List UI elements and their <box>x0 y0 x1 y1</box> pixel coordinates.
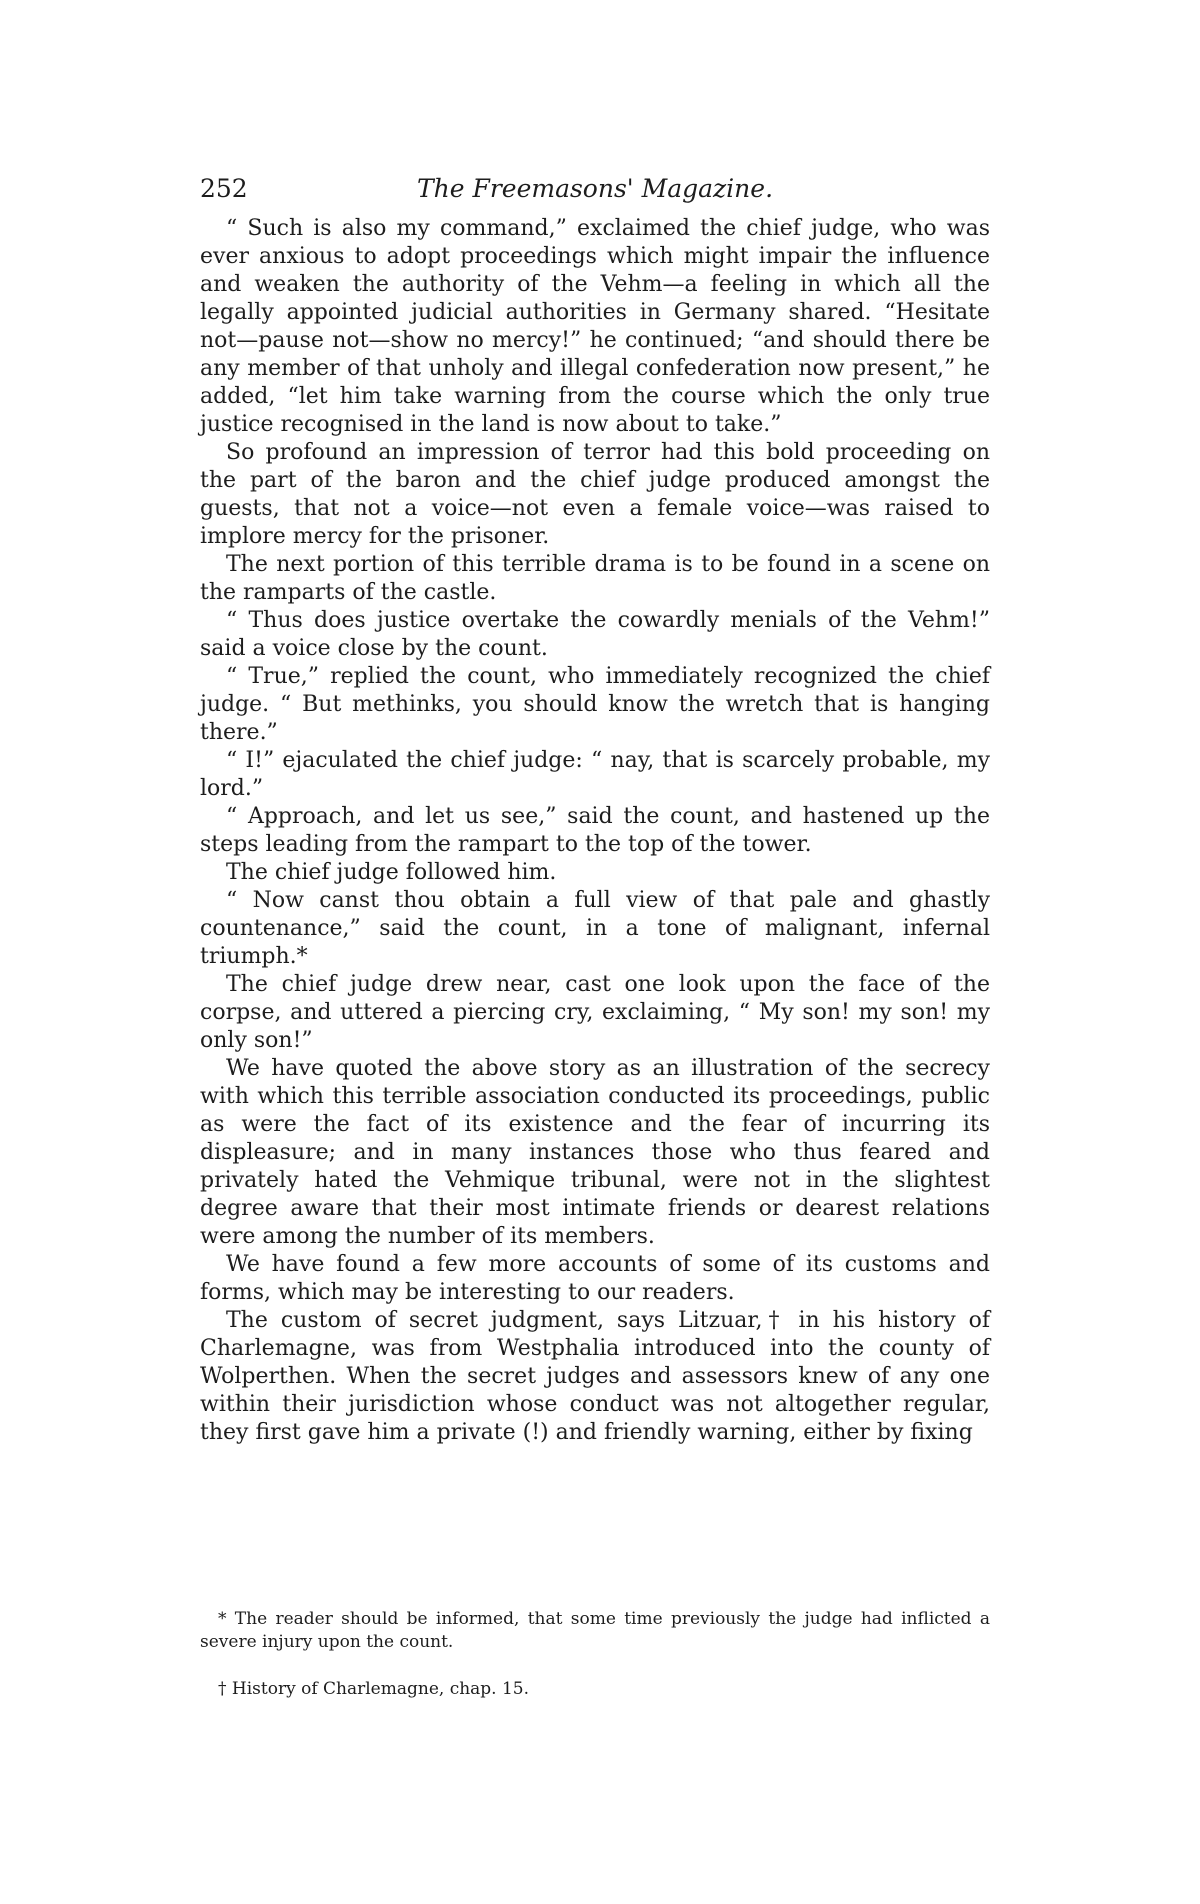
paragraph: “ I!” ejaculated the chief judge: “ nay, that is scarcely probable, my lord.” <box>200 748 990 801</box>
article-body <box>200 215 990 1447</box>
footnotes <box>200 1608 990 1701</box>
paragraph: “ Thus does justice overtake the cowardly menials of the Vehm!” said a voice close by the count. <box>200 608 990 661</box>
paragraph: The custom of secret judgment, says Litzuar,† in his history of Charlemagne, was from Westphalia introduced into the county of Wolperthen. When the secret judges and assessors knew of any one within their jurisdiction whose conduct was not altogether regular, they first gave him a private (!) and friendly warning, either by fixing <box>200 1308 990 1445</box>
paragraph: “ Approach, and let us see,” said the count, and hastened up the steps leading from the rampart to the top of the tower. <box>200 804 990 857</box>
paragraph: The chief judge followed him. <box>226 860 557 885</box>
running-title: The Freemasons' Magazine. <box>416 174 774 203</box>
paragraph: The chief judge drew near, cast one look upon the face of the corpse, and uttered a piercing cry, exclaiming, “ My son! my son! my only son!” <box>200 972 990 1053</box>
paragraph: “ Such is also my command,” exclaimed the chief judge, who was ever anxious to adopt proceedings which might impair the influence and weaken the authority of the Vehm—a feeling in which all the legally appointed judicial authorities in Germany shared. “Hesitate not—pause not—show no mercy!” he continued; “and should there be any member of that unholy and illegal confederation now present,” he added, “let him take warning from the course which the only true justice recognised in the land is now about to take.” <box>200 216 990 437</box>
paragraph: We have quoted the above story as an illustration of the secrecy with which this terrible association conducted its proceedings, public as were the fact of its existence and the fear of incurring its displeasure; and in many instances those who thus feared and privately hated the Vehmique tribunal, were not in the slightest degree aware that their most intimate friends or dearest relations were among the number of its members. <box>200 1056 990 1249</box>
paragraph: The next portion of this terrible drama is to be found in a scene on the ramparts of the castle. <box>200 552 990 605</box>
paragraph: We have found a few more accounts of some of its customs and forms, which may be interesting to our readers. <box>200 1252 990 1305</box>
footnote-spacer <box>200 1654 990 1678</box>
paragraph: “ True,” replied the count, who immediately recognized the chief judge. “ But methinks, you should know the wretch that is hanging there.” <box>200 664 990 745</box>
footnote: † History of Charlemagne, chap. 15. <box>218 1679 530 1699</box>
running-head <box>200 174 990 214</box>
paragraph: So profound an impression of terror had this bold proceeding on the part of the baron and the chief judge produced amongst the guests, that not a voice—not even a female voice—was raised to implore mercy for the prisoner. <box>200 440 990 549</box>
footnote: * The reader should be informed, that some time previously the judge had inflicted a severe injury upon the count. <box>200 1609 990 1652</box>
page-number: 252 <box>200 174 248 203</box>
paragraph: “ Now canst thou obtain a full view of that pale and ghastly countenance,” said the count, in a tone of malignant, infernal triumph.* <box>200 888 990 969</box>
